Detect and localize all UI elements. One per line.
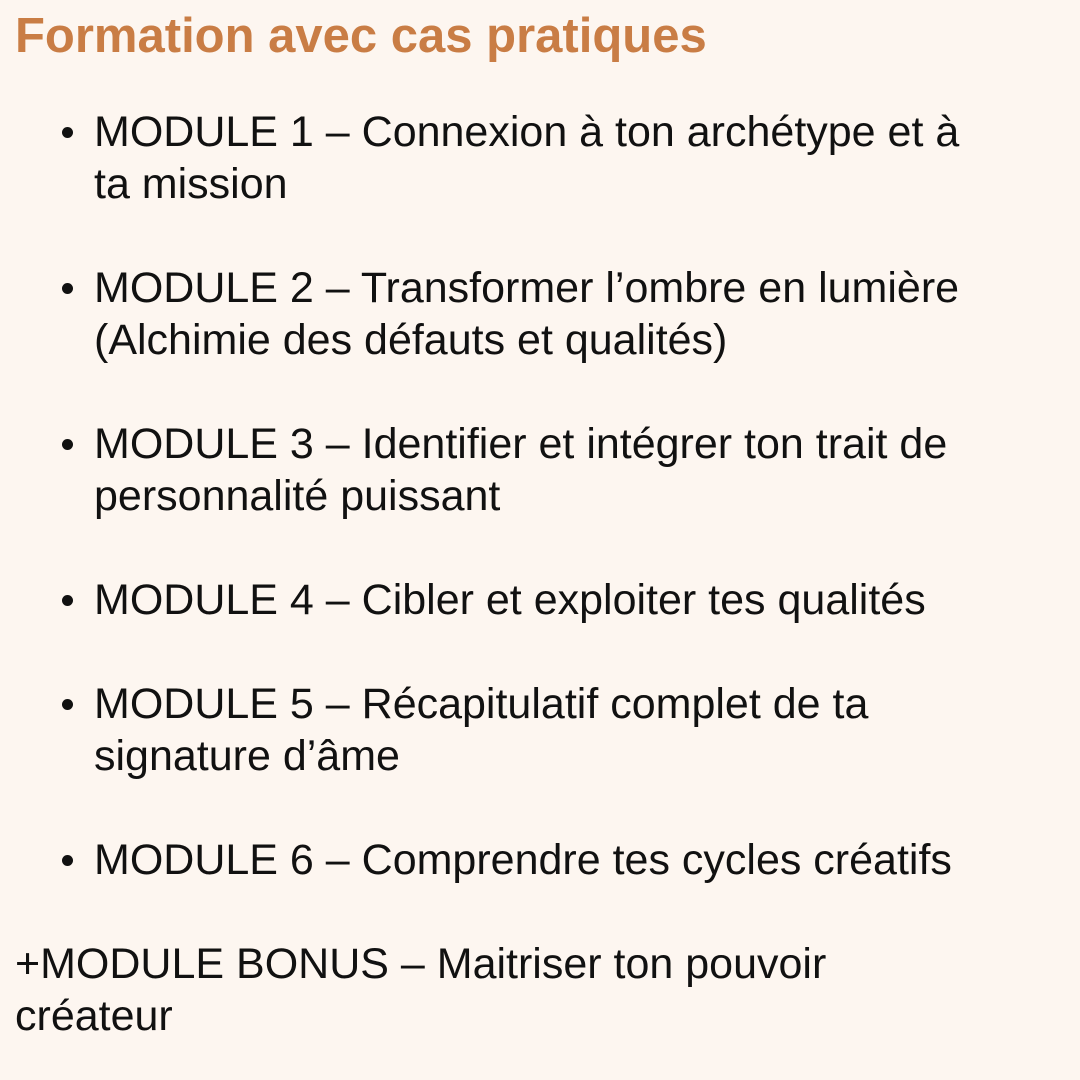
page-title: Formation avec cas pratiques: [15, 9, 707, 63]
module-item-4: [0, 574, 1080, 626]
bullet-icon: [62, 855, 73, 866]
module-4-line-1: MODULE 4 – Cibler et exploiter tes qualités: [94, 576, 926, 624]
bonus-module-line-2: créateur: [15, 992, 173, 1040]
module-item-1: [0, 106, 1080, 210]
module-item-6: [0, 834, 1080, 886]
module-2-line-1: MODULE 2 – Transformer l’ombre en lumière: [94, 264, 960, 312]
module-1-line-1: MODULE 1 – Connexion à ton archétype et à: [94, 108, 960, 156]
bonus-module-line-1: +MODULE BONUS – Maitriser ton pouvoir: [15, 940, 827, 988]
bullet-icon: [62, 439, 73, 450]
module-1-line-2: ta mission: [94, 160, 288, 208]
module-5-line-2: signature d’âme: [94, 732, 400, 780]
module-3-line-2: personnalité puissant: [94, 472, 501, 520]
module-item-5: [0, 678, 1080, 782]
bullet-icon: [62, 595, 73, 606]
bullet-icon: [62, 127, 73, 138]
module-item-2: [0, 262, 1080, 366]
module-2-line-2: (Alchimie des défauts et qualités): [94, 316, 728, 364]
module-3-line-1: MODULE 3 – Identifier et intégrer ton trait de: [94, 420, 948, 468]
bonus-module: [15, 938, 1055, 1042]
module-list: [0, 106, 1080, 886]
bullet-icon: [62, 699, 73, 710]
bullet-icon: [62, 283, 73, 294]
module-6-line-1: MODULE 6 – Comprendre tes cycles créatifs: [94, 836, 952, 884]
module-5-line-1: MODULE 5 – Récapitulatif complet de ta: [94, 680, 869, 728]
module-item-3: [0, 418, 1080, 522]
